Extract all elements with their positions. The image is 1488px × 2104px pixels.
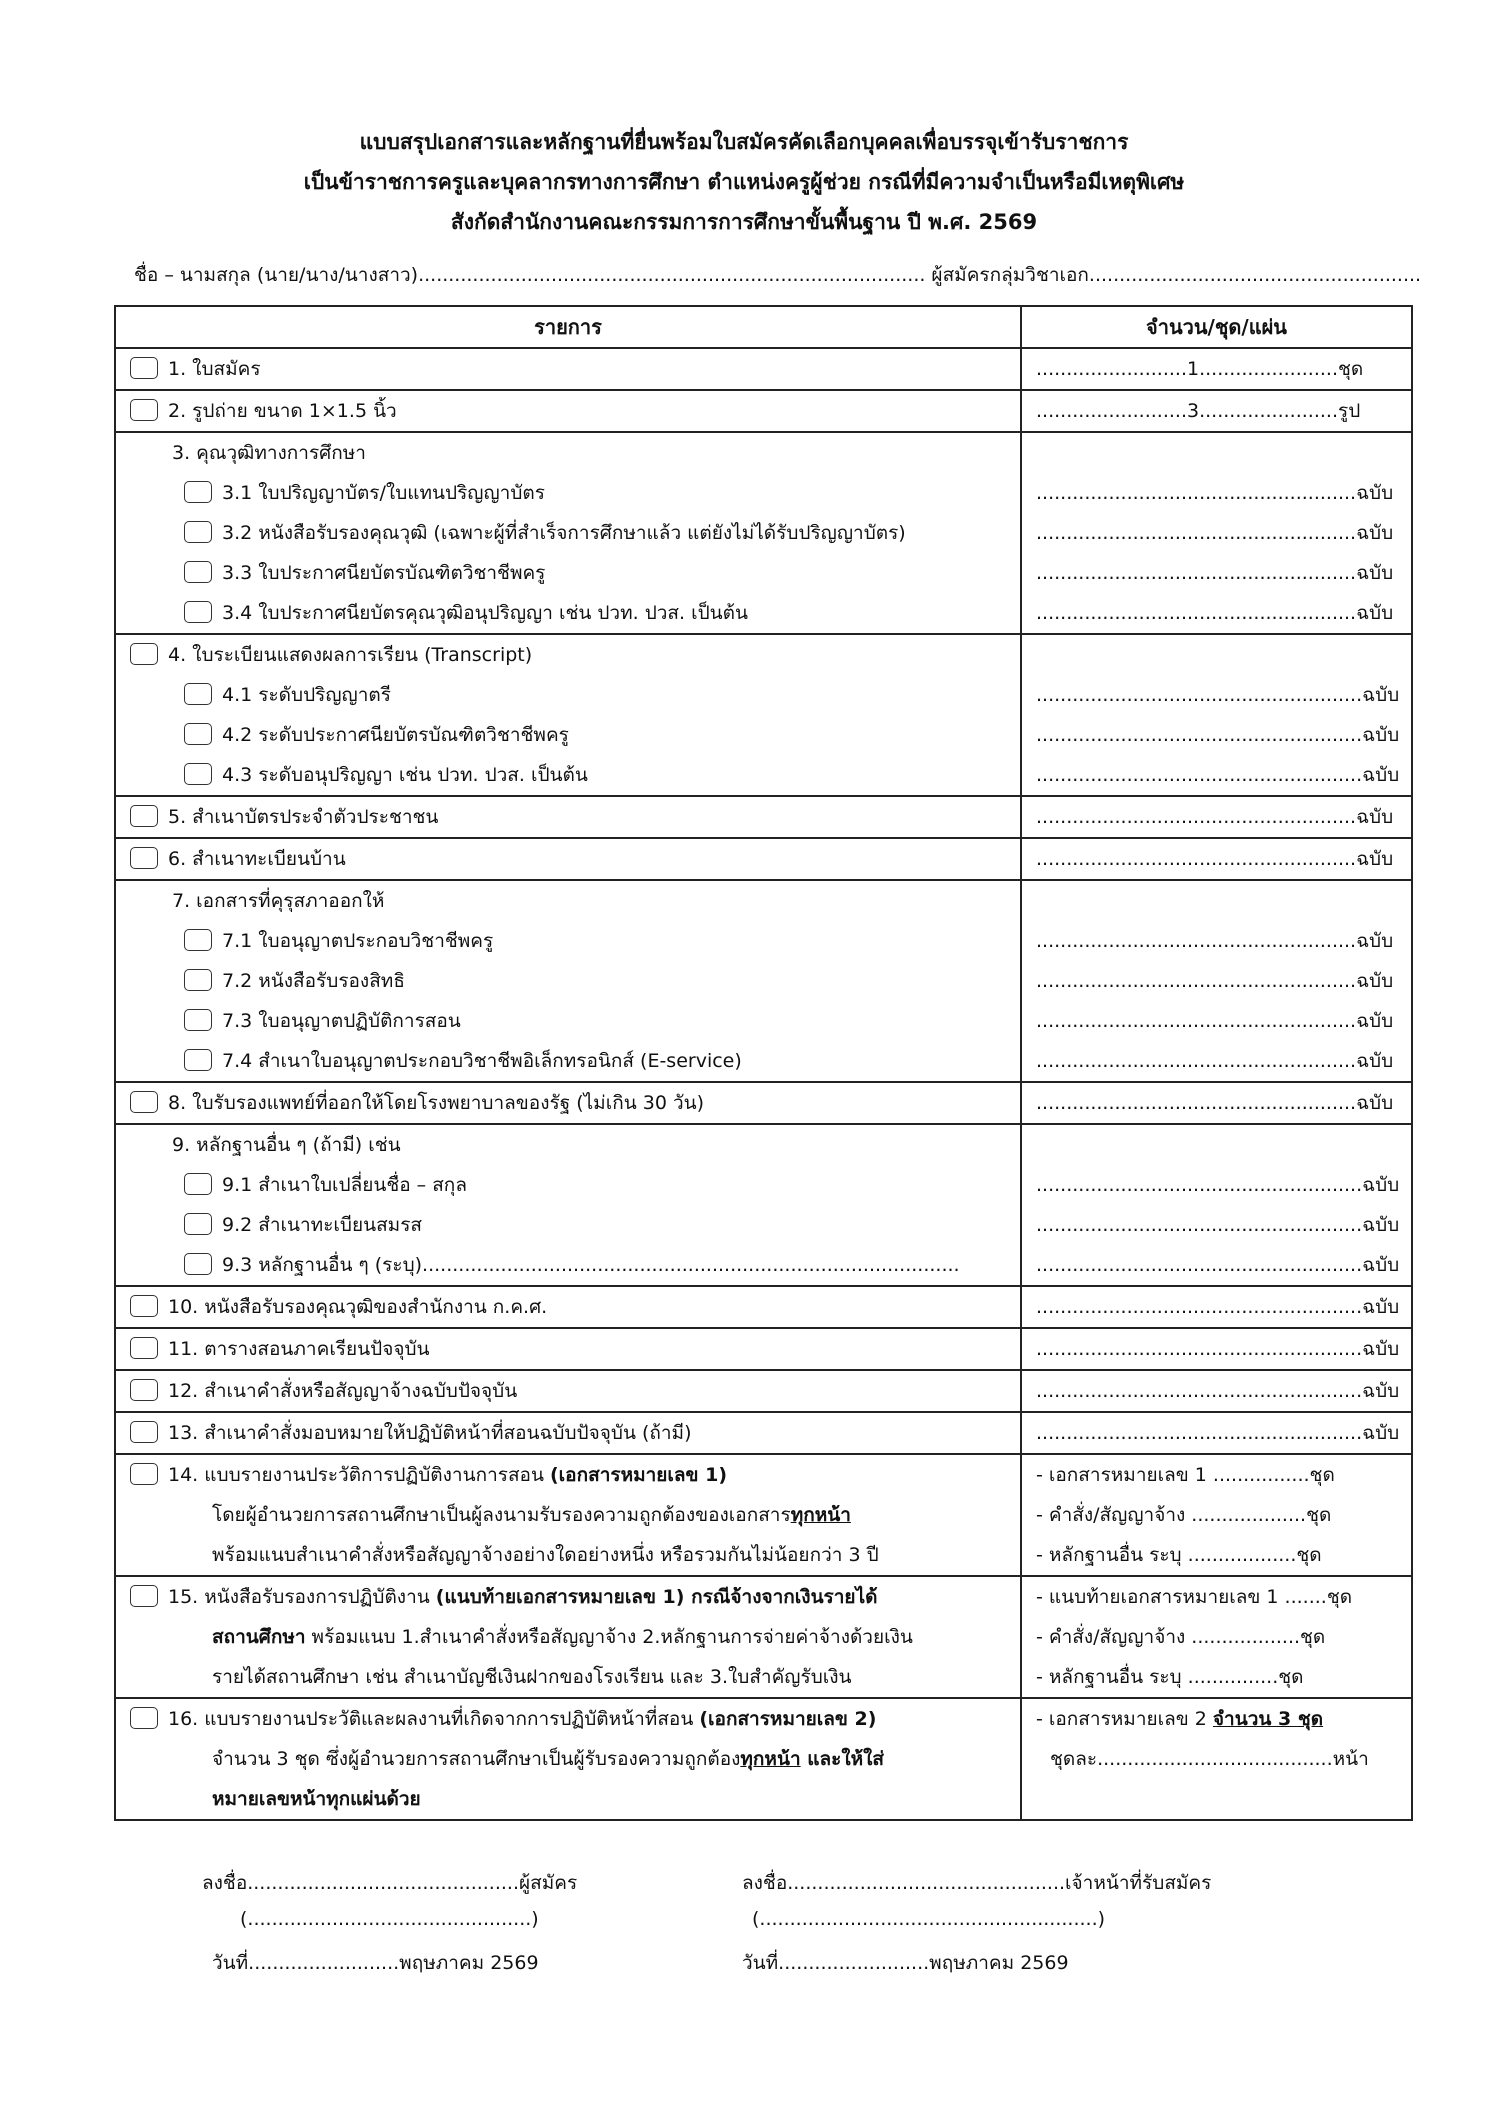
checkbox[interactable]: [130, 1091, 158, 1113]
sub-item-label: 7.3 ใบอนุญาตปฏิบัติการสอน: [222, 1010, 461, 1032]
item-label-bold: (แนบท้ายเอกสารหมายเลข 1) กรณีจ้างจากเงินรายได้: [435, 1586, 878, 1608]
item-detail: พร้อมแนบ 1.สำเนาคำสั่งหรือสัญญาจ้าง 2.หลักฐานการจ่ายค่าจ้างด้วยเงิน: [305, 1626, 913, 1648]
quantity-field[interactable]: ......................................................ฉบับ: [1036, 1254, 1400, 1276]
quantity-field[interactable]: .....................................................ฉบับ: [1036, 970, 1394, 992]
checkbox[interactable]: [130, 1295, 158, 1317]
item-label: 4. ใบระเบียนแสดงผลการเรียน (Transcript): [168, 644, 533, 666]
table-row: [115, 1082, 1412, 1124]
checkbox[interactable]: [130, 847, 158, 869]
officer-signature-line[interactable]: ลงชื่อ..............................................เจ้าหน้าที่รับสมัคร: [742, 1872, 1212, 1894]
checkbox[interactable]: [184, 969, 212, 991]
table-row: [115, 1370, 1412, 1412]
column-header-quantity: จำนวน/ชุด/แผ่น: [1021, 306, 1412, 348]
quantity-field[interactable]: .....................................................ฉบับ: [1036, 1050, 1394, 1072]
item-detail: จำนวน 3 ชุด ซึ่งผู้อำนวยการสถานศึกษาเป็นผู้รับรองความถูกต้อง: [212, 1748, 741, 1770]
sub-item-label: 9.2 สำเนาทะเบียนสมรส: [222, 1214, 423, 1236]
checkbox[interactable]: [184, 723, 212, 745]
applicant-date-line[interactable]: วันที่.........................พฤษภาคม 2569: [212, 1952, 539, 1974]
quantity-field[interactable]: ......................................................ฉบับ: [1036, 1174, 1400, 1196]
checkbox[interactable]: [130, 1463, 158, 1485]
table-row: [115, 1328, 1412, 1370]
table-header-row: [115, 306, 1412, 348]
quantity-field[interactable]: ......................................................ฉบับ: [1036, 1338, 1400, 1360]
item-label: 12. สำเนาคำสั่งหรือสัญญาจ้างฉบับปัจจุบัน: [168, 1380, 518, 1402]
checkbox[interactable]: [184, 1049, 212, 1071]
table-row: [115, 796, 1412, 838]
quantity-field[interactable]: .....................................................ฉบับ: [1036, 482, 1394, 504]
officer-name-parenthesis[interactable]: (........................................................): [752, 1908, 1106, 1930]
sub-item-label[interactable]: 9.3 หลักฐานอื่น ๆ (ระบุ).........................................................................................: [222, 1254, 960, 1276]
sub-item-label: 7.1 ใบอนุญาตประกอบวิชาชีพครู: [222, 930, 494, 952]
quantity-field[interactable]: ชุดละ.......................................หน้า: [1050, 1748, 1369, 1770]
checkbox[interactable]: [130, 1421, 158, 1443]
checkbox[interactable]: [184, 481, 212, 503]
quantity-field[interactable]: ......................................................ฉบับ: [1036, 1296, 1400, 1318]
quantity-field[interactable]: .........................3.......................รูป: [1036, 400, 1361, 422]
sub-item-label: 3.1 ใบปริญญาบัตร/ใบแทนปริญญาบัตร: [222, 482, 545, 504]
sub-item-label: 7.4 สำเนาใบอนุญาตประกอบวิชาชีพอิเล็กทรอนิกส์ (E-service): [222, 1050, 742, 1072]
quantity-field[interactable]: ......................................................ฉบับ: [1036, 1422, 1400, 1444]
item-label-bold: (เอกสารหมายเลข 2): [699, 1708, 877, 1730]
table-row: [115, 1576, 1412, 1698]
item-label: 1. ใบสมัคร: [168, 358, 261, 380]
quantity-field[interactable]: ......................................................ฉบับ: [1036, 1214, 1400, 1236]
quantity-field[interactable]: .....................................................ฉบับ: [1036, 602, 1394, 624]
item-label: 13. สำเนาคำสั่งมอบหมายให้ปฏิบัติหน้าที่สอนฉบับปัจจุบัน (ถ้ามี): [168, 1422, 692, 1444]
checkbox[interactable]: [184, 561, 212, 583]
applicant-signature-line[interactable]: ลงชื่อ.............................................ผู้สมัคร: [202, 1872, 578, 1894]
item-label: 2. รูปถ่าย ขนาด 1×1.5 นิ้ว: [168, 400, 397, 422]
table-row: [115, 1286, 1412, 1328]
item-detail-bold: หมายเลขหน้าทุกแผ่นด้วย: [212, 1788, 421, 1810]
quantity-field[interactable]: .....................................................ฉบับ: [1036, 806, 1394, 828]
checkbox[interactable]: [184, 763, 212, 785]
quantity-field[interactable]: .....................................................ฉบับ: [1036, 930, 1394, 952]
quantity-field[interactable]: ......................................................ฉบับ: [1036, 1380, 1400, 1402]
sub-item-label: 7.2 หนังสือรับรองสิทธิ: [222, 970, 405, 992]
item-detail: พร้อมแนบสำเนาคำสั่งหรือสัญญาจ้างอย่างใดอย่างหนึ่ง หรือรวมกันไม่น้อยกว่า 3 ปี: [212, 1544, 879, 1566]
checkbox[interactable]: [130, 643, 158, 665]
item-detail-underlined: ทุกหน้า: [740, 1748, 801, 1770]
officer-date-line[interactable]: วันที่.........................พฤษภาคม 2569: [742, 1952, 1069, 1974]
table-row: [115, 348, 1412, 390]
form-title-line-2: เป็นข้าราชการครูและบุคลากรทางการศึกษา ตำแหน่งครูผู้ช่วย กรณีที่มีความจำเป็นหรือมีเหตุพิเศษ: [303, 170, 1185, 194]
quantity-field[interactable]: - แนบท้ายเอกสารหมายเลข 1 .......ชุด: [1036, 1586, 1353, 1608]
checkbox[interactable]: [130, 1585, 158, 1607]
table-row: [115, 1454, 1412, 1576]
checkbox[interactable]: [184, 1009, 212, 1031]
sub-item-label: 4.3 ระดับอนุปริญญา เช่น ปวท. ปวส. เป็นต้น: [222, 764, 588, 786]
checkbox[interactable]: [130, 399, 158, 421]
quantity-field[interactable]: - คำสั่ง/สัญญาจ้าง ...................ชุด: [1036, 1504, 1332, 1526]
quantity-field[interactable]: .....................................................ฉบับ: [1036, 522, 1394, 544]
applicant-name-parenthesis[interactable]: (...............................................): [240, 1908, 539, 1930]
table-row: [115, 634, 1412, 796]
item-detail-underlined: ทุกหน้า: [790, 1504, 851, 1526]
table-row: [115, 432, 1412, 634]
checkbox[interactable]: [184, 1173, 212, 1195]
quantity-field[interactable]: .....................................................ฉบับ: [1036, 1092, 1394, 1114]
item-detail-bold: สถานศึกษา: [212, 1626, 306, 1648]
quantity-field[interactable]: .....................................................ฉบับ: [1036, 1010, 1394, 1032]
item-label: 10. หนังสือรับรองคุณวุฒิของสำนักงาน ก.ค.ศ.: [168, 1296, 548, 1318]
checkbox[interactable]: [130, 1707, 158, 1729]
checkbox[interactable]: [184, 521, 212, 543]
checkbox[interactable]: [184, 929, 212, 951]
table-row: [115, 390, 1412, 432]
checkbox[interactable]: [130, 805, 158, 827]
checkbox[interactable]: [130, 1337, 158, 1359]
quantity-label: - เอกสารหมายเลข 2: [1036, 1708, 1213, 1730]
table-row: [115, 838, 1412, 880]
table-row: [115, 1698, 1412, 1820]
item-label: 3. คุณวุฒิทางการศึกษา: [172, 442, 366, 464]
quantity-field[interactable]: ......................................................ฉบับ: [1036, 684, 1400, 706]
checkbox[interactable]: [130, 1379, 158, 1401]
item-detail: รายได้สถานศึกษา เช่น สำเนาบัญชีเงินฝากของโรงเรียน และ 3.ใบสำคัญรับเงิน: [212, 1666, 852, 1688]
sub-item-label: 4.2 ระดับประกาศนียบัตรบัณฑิตวิชาชีพครู: [222, 724, 569, 746]
checkbox[interactable]: [184, 601, 212, 623]
item-detail-bold: และให้ใส่: [800, 1748, 885, 1770]
item-detail: โดยผู้อำนวยการสถานศึกษาเป็นผู้ลงนามรับรองความถูกต้องของเอกสาร: [212, 1504, 791, 1526]
quantity-label-underlined: จำนวน 3 ชุด: [1212, 1708, 1324, 1730]
item-label: 5. สำเนาบัตรประจำตัวประชาชน: [168, 806, 439, 828]
form-title-line-1: แบบสรุปเอกสารและหลักฐานที่ยื่นพร้อมใบสมัครคัดเลือกบุคคลเพื่อบรรจุเข้ารับราชการ: [359, 130, 1129, 154]
checkbox[interactable]: [184, 1213, 212, 1235]
quantity-field[interactable]: ......................................................ฉบับ: [1036, 724, 1400, 746]
quantity-field[interactable]: .........................1.......................ชุด: [1036, 358, 1364, 380]
documents-table: [114, 305, 1413, 1821]
checkbox[interactable]: [130, 357, 158, 379]
item-label: 16. แบบรายงานประวัติและผลงานที่เกิดจากการปฏิบัติหน้าที่สอน: [168, 1708, 700, 1730]
sub-item-label: 4.1 ระดับปริญญาตรี: [222, 684, 391, 706]
quantity-field[interactable]: - เอกสารหมายเลข 1 ................ชุด: [1036, 1464, 1335, 1486]
quantity-field[interactable]: .....................................................ฉบับ: [1036, 562, 1394, 584]
item-label: 7. เอกสารที่คุรุสภาออกให้: [172, 890, 385, 912]
column-header-items: รายการ: [115, 306, 1021, 348]
sub-item-label: 3.2 หนังสือรับรองคุณวุฒิ (เฉพาะผู้ที่สำเร็จการศึกษาแล้ว แต่ยังไม่ได้รับปริญญาบัตร): [222, 522, 906, 544]
quantity-field[interactable]: ......................................................ฉบับ: [1036, 764, 1400, 786]
quantity-field[interactable]: - หลักฐานอื่น ระบุ ...............ชุด: [1036, 1666, 1304, 1688]
item-label-bold: (เอกสารหมายเลข 1): [550, 1464, 728, 1486]
quantity-field[interactable]: - คำสั่ง/สัญญาจ้าง ..................ชุด: [1036, 1626, 1326, 1648]
checkbox[interactable]: [184, 683, 212, 705]
item-label: 15. หนังสือรับรองการปฏิบัติงาน: [168, 1586, 436, 1608]
item-label: 9. หลักฐานอื่น ๆ (ถ้ามี) เช่น: [172, 1134, 401, 1156]
sub-item-label: 3.3 ใบประกาศนียบัตรบัณฑิตวิชาชีพครู: [222, 562, 546, 584]
item-label: 11. ตารางสอนภาคเรียนปัจจุบัน: [168, 1338, 430, 1360]
table-row: [115, 1412, 1412, 1454]
item-label: 14. แบบรายงานประวัติการปฏิบัติงานการสอน: [168, 1464, 550, 1486]
item-label: 6. สำเนาทะเบียนบ้าน: [168, 848, 346, 870]
form-title-line-3: สังกัดสำนักงานคณะกรรมการการศึกษาขั้นพื้นฐาน ปี พ.ศ. 2569: [450, 210, 1038, 234]
quantity-field[interactable]: .....................................................ฉบับ: [1036, 848, 1394, 870]
sub-item-label: 3.4 ใบประกาศนียบัตรคุณวุฒิอนุปริญญา เช่น ปวท. ปวส. เป็นต้น: [222, 602, 748, 624]
table-row: [115, 1124, 1412, 1286]
applicant-name-line[interactable]: ชื่อ – นามสกุล (นาย/นาง/นางสาว).................................................................................... ผู้สมัครกลุ่มวิชาเอก.......................................................: [134, 264, 1422, 286]
quantity-field[interactable]: - หลักฐานอื่น ระบุ ..................ชุด: [1036, 1544, 1322, 1566]
table-row: [115, 880, 1412, 1082]
item-label: 8. ใบรับรองแพทย์ที่ออกให้โดยโรงพยาบาลของรัฐ (ไม่เกิน 30 วัน): [168, 1092, 705, 1114]
sub-item-label: 9.1 สำเนาใบเปลี่ยนชื่อ – สกุล: [222, 1174, 467, 1196]
checkbox[interactable]: [184, 1253, 212, 1275]
